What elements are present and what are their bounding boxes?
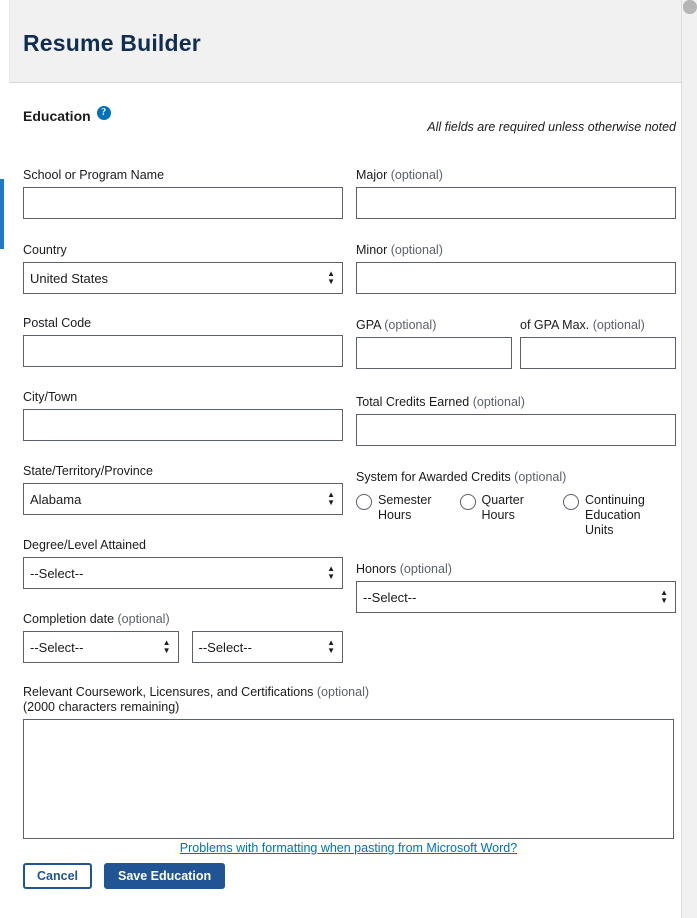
completion-date-label bbox=[23, 612, 343, 627]
school-field-group bbox=[23, 168, 343, 219]
section-header bbox=[23, 108, 111, 124]
chevron-updown-icon: ▲ ▼ bbox=[327, 490, 335, 507]
total-credits-label bbox=[356, 395, 676, 410]
state-select[interactable] bbox=[23, 483, 343, 515]
chevron-updown-icon: ▲ ▼ bbox=[660, 588, 668, 605]
gpa-optional: (optional) bbox=[380, 318, 437, 332]
postal-code-input[interactable] bbox=[23, 335, 343, 367]
country-label: Country bbox=[23, 243, 67, 257]
credit-system-label bbox=[356, 470, 676, 485]
school-label: School or Program Name bbox=[23, 168, 165, 182]
radio-circle-icon[interactable] bbox=[356, 494, 372, 510]
required-fields-note: All fields are required unless otherwise noted bbox=[427, 120, 676, 134]
major-input[interactable] bbox=[356, 187, 676, 219]
radio-continuing-education-units-label: Continuing Education Units bbox=[585, 493, 645, 537]
minor-label bbox=[356, 243, 676, 258]
country-select[interactable] bbox=[23, 262, 343, 294]
radio-semester-hours[interactable] bbox=[356, 493, 446, 538]
minor-input[interactable] bbox=[356, 262, 676, 294]
word-paste-help-link[interactable]: Problems with formatting when pasting from Microsoft Word? bbox=[179, 841, 518, 855]
app-header bbox=[0, 0, 697, 83]
coursework-label-text: Relevant Coursework, Licensures, and Certifications bbox=[23, 685, 314, 699]
gpa-row bbox=[356, 318, 676, 369]
coursework-counter: (2000 characters remaining) bbox=[23, 700, 180, 714]
save-education-button[interactable]: Save Education bbox=[104, 863, 225, 889]
completion-date-optional: (optional) bbox=[114, 612, 170, 626]
major-label-text: Major bbox=[356, 168, 388, 182]
form-actions bbox=[23, 863, 225, 889]
total-credits-input[interactable] bbox=[356, 414, 676, 446]
honors-optional: (optional) bbox=[396, 562, 452, 576]
school-input[interactable] bbox=[23, 187, 343, 219]
state-label: State/Territory/Province bbox=[23, 464, 153, 478]
coursework-optional: (optional) bbox=[313, 685, 370, 699]
credit-system-group bbox=[356, 470, 676, 538]
coursework-textarea[interactable] bbox=[23, 719, 674, 839]
credit-system-label-text: System for Awarded Credits bbox=[356, 470, 511, 484]
total-credits-field-group bbox=[356, 395, 676, 446]
gpa-input[interactable] bbox=[356, 337, 512, 369]
coursework-label bbox=[23, 685, 674, 715]
gpa-max-input[interactable] bbox=[520, 337, 676, 369]
vertical-scrollbar[interactable] bbox=[681, 0, 697, 918]
major-optional: (optional) bbox=[387, 168, 443, 182]
minor-field-group bbox=[356, 243, 676, 294]
chevron-updown-icon: ▲ ▼ bbox=[327, 564, 335, 581]
gpa-max-optional: (optional) bbox=[589, 318, 645, 332]
chevron-updown-icon: ▲ ▼ bbox=[327, 269, 335, 286]
completion-year-select[interactable] bbox=[192, 631, 344, 663]
chevron-updown-icon: ▲ ▼ bbox=[162, 638, 171, 655]
radio-continuing-education-units[interactable] bbox=[563, 493, 662, 538]
degree-field-group bbox=[23, 538, 343, 589]
total-credits-optional: (optional) bbox=[469, 395, 525, 409]
minor-optional: (optional) bbox=[387, 243, 443, 257]
gpa-label bbox=[356, 318, 512, 333]
word-paste-help-line bbox=[23, 841, 674, 855]
radio-quarter-hours-label: Quarter Hours bbox=[481, 493, 524, 522]
total-credits-label-text: Total Credits Earned bbox=[356, 395, 470, 409]
country-field-group bbox=[23, 243, 343, 294]
gpa-max-label-text: of GPA Max. bbox=[520, 318, 590, 332]
header-left-accent bbox=[0, 0, 10, 83]
credit-system-optional: (optional) bbox=[510, 470, 567, 484]
major-field-group bbox=[356, 168, 676, 219]
city-label: City/Town bbox=[23, 390, 78, 404]
radio-circle-icon[interactable] bbox=[563, 494, 579, 510]
degree-select[interactable] bbox=[23, 557, 343, 589]
scrollbar-corner-knob[interactable] bbox=[683, 0, 697, 14]
help-icon[interactable]: ? bbox=[97, 106, 111, 120]
completion-month-select[interactable] bbox=[23, 631, 179, 663]
major-label bbox=[356, 168, 676, 183]
completion-date-label-text: Completion date bbox=[23, 612, 115, 626]
state-field-group bbox=[23, 464, 343, 515]
honors-label bbox=[356, 562, 676, 577]
radio-semester-hours-label: Semester Hours bbox=[378, 493, 432, 522]
radio-circle-icon[interactable] bbox=[460, 494, 476, 510]
left-edge-accent bbox=[0, 84, 4, 244]
cancel-button[interactable]: Cancel bbox=[23, 863, 92, 889]
gpa-label-text: GPA bbox=[356, 318, 381, 332]
page-title: Resume Builder bbox=[23, 30, 201, 56]
chevron-updown-icon: ▲ ▼ bbox=[327, 638, 335, 655]
credit-system-radio-group bbox=[356, 493, 676, 538]
honors-select[interactable] bbox=[356, 581, 676, 613]
gpa-field-group bbox=[356, 318, 512, 369]
completion-date-group bbox=[23, 612, 343, 663]
degree-label: Degree/Level Attained bbox=[23, 538, 147, 552]
minor-label-text: Minor bbox=[356, 243, 388, 257]
honors-label-text: Honors bbox=[356, 562, 397, 576]
postal-code-field-group bbox=[23, 316, 343, 367]
coursework-group bbox=[23, 685, 674, 842]
city-input[interactable] bbox=[23, 409, 343, 441]
gpa-max-label bbox=[520, 318, 676, 333]
radio-quarter-hours[interactable] bbox=[460, 493, 550, 538]
section-title: Education bbox=[23, 108, 91, 124]
city-field-group bbox=[23, 390, 343, 441]
honors-field-group bbox=[356, 562, 676, 613]
gpa-max-field-group bbox=[520, 318, 676, 369]
postal-code-label: Postal Code bbox=[23, 316, 92, 330]
